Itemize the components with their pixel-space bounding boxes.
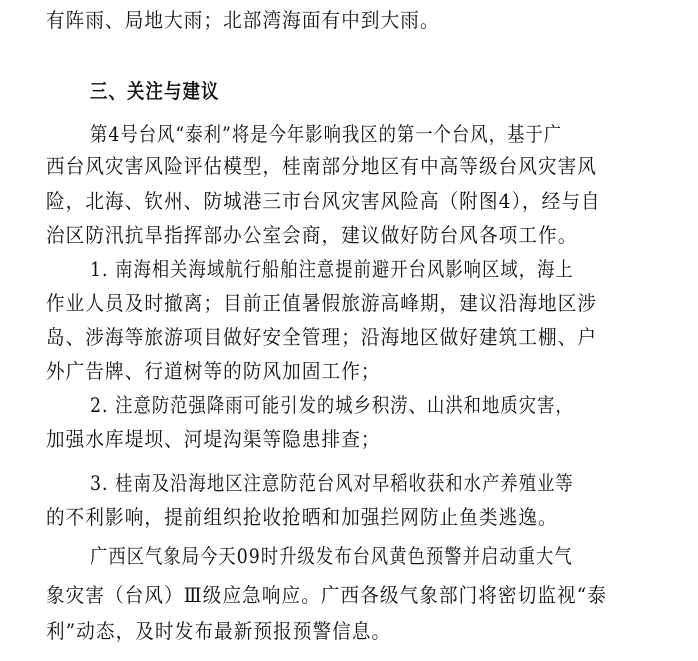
text-line-16: 象灾害（台风）Ⅲ级应急响应。广西各级气象部门将密切监视“泰 <box>46 583 608 607</box>
list-item-3-line-1: 3. 桂南及沿海地区注意防范台风对早稻收获和水产养殖业等 <box>90 471 574 495</box>
list-item-1-line-4: 外广告牌、行道树等的防风加固工作； <box>46 359 381 383</box>
text-line-6: 治区防汛抗旱指挥部办公室会商，建议做好防台风各项工作。 <box>46 223 578 247</box>
list-item-1-line-1: 1. 南海相关海域航行船舶注意提前避开台风影响区域，海上 <box>90 257 574 281</box>
text-line-5: 险，北海、钦州、防城港三市台风灾害风险高（附图4），经与自 <box>46 189 601 213</box>
list-item-1-line-3: 岛、涉海等旅游项目做好安全管理；沿海地区做好建筑工棚、户 <box>46 325 598 349</box>
text-line-4: 西台风灾害风险评估模型，桂南部分地区有中高等级台风灾害风 <box>46 154 598 178</box>
section-heading: 三、关注与建议 <box>90 79 220 103</box>
text-line-1: 有阵雨、局地大雨；北部湾海面有中到大雨。 <box>46 8 440 32</box>
list-item-3-line-2: 的不利影响，提前组织抢收抢晒和加强拦网防止鱼类逃逸。 <box>46 505 558 529</box>
list-item-1-line-2: 作业人员及时撤离；目前正值暑假旅游高峰期，建议沿海地区涉 <box>46 291 598 315</box>
list-item-2-line-2: 加强水库堤坝、河堤沟渠等隐患排查； <box>46 427 381 451</box>
text-line-15: 广西区气象局今天09时升级发布台风黄色预警并启动重大气 <box>90 544 573 568</box>
list-item-2-line-1: 2. 注意防范强降雨可能引发的城乡积涝、山洪和地质灾害， <box>90 393 574 417</box>
text-line-3: 第4号台风“泰利”将是今年影响我区的第一个台风，基于广 <box>90 122 563 146</box>
text-line-17: 利”动态，及时发布最新预报预警信息。 <box>46 619 392 643</box>
